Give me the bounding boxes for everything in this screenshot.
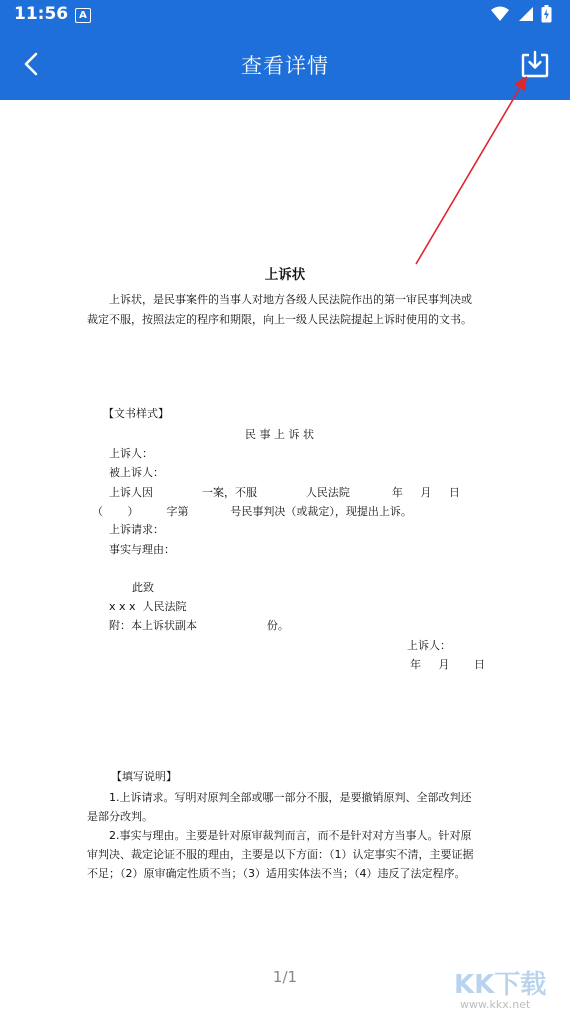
note2-line-3: 不足；（2）原审确定性质不当；（3）适用实体法不当；（4）违反了法定程序。	[87, 867, 466, 880]
facts-label: 事实与理由：	[109, 543, 175, 556]
note2-line-2: 审判决、裁定论证不服的理由，主要是以下方面：（1）认定事实不清，主要证据	[87, 848, 474, 861]
sign-label: 上诉人：	[407, 639, 451, 652]
appellee-label: 被上诉人：	[109, 466, 164, 479]
document-viewer[interactable]	[0, 100, 570, 1013]
form-title: 民 事 上 诉 状	[245, 428, 314, 441]
wifi-icon	[491, 6, 509, 22]
notes-heading: 【填写说明】	[111, 770, 177, 783]
battery-icon	[541, 5, 552, 23]
status-icons	[491, 5, 552, 23]
closing-text: 此致	[132, 581, 154, 594]
status-bar	[0, 0, 570, 30]
intro-line-2: 裁定不服，按照法定的程序和期限，向上一级人民法院提起上诉时使用的文书。	[87, 313, 472, 326]
note1-line-2: 是部分改判。	[87, 810, 153, 823]
case-line-1: 上诉人因 一案，不服 人民法院 年 月 日	[109, 486, 460, 499]
appellant-label: 上诉人：	[109, 447, 153, 460]
download-button[interactable]	[518, 48, 552, 82]
intro-line-1: 上诉状，是民事案件的当事人对地方各级人民法院作出的第一审民事判决或	[109, 293, 472, 306]
note2-line-1: 2.事实与理由。主要是针对原审裁判而言，而不是针对对方当事人。针对原	[109, 829, 472, 842]
watermark-url: www.kkx.net	[460, 998, 531, 1011]
signal-icon	[517, 6, 533, 22]
app-bar	[0, 30, 570, 100]
document-title: 上诉状	[264, 267, 306, 283]
sign-date: 年 月 日	[410, 658, 485, 671]
template-heading: 【文书样式】	[103, 407, 169, 420]
court-line: x x x 人民法院	[109, 600, 187, 613]
download-icon	[518, 48, 552, 82]
note1-line-1: 1.上诉请求。写明对原判全部或哪一部分不服，是要撤销原判、全部改判还	[109, 791, 472, 804]
watermark-logo-text: KK下载	[454, 970, 547, 1000]
request-label: 上诉请求：	[109, 523, 164, 536]
attachment-line: 附：本上诉状副本 份。	[109, 619, 289, 632]
case-line-2: （ ） 字第 号民事判决（或裁定），现提出上诉。	[92, 505, 412, 518]
page-title: 查看详情	[241, 54, 329, 78]
notification-badge: A	[75, 8, 91, 23]
status-time: 11:56	[14, 4, 69, 24]
page-indicator: 1/1	[272, 968, 298, 986]
